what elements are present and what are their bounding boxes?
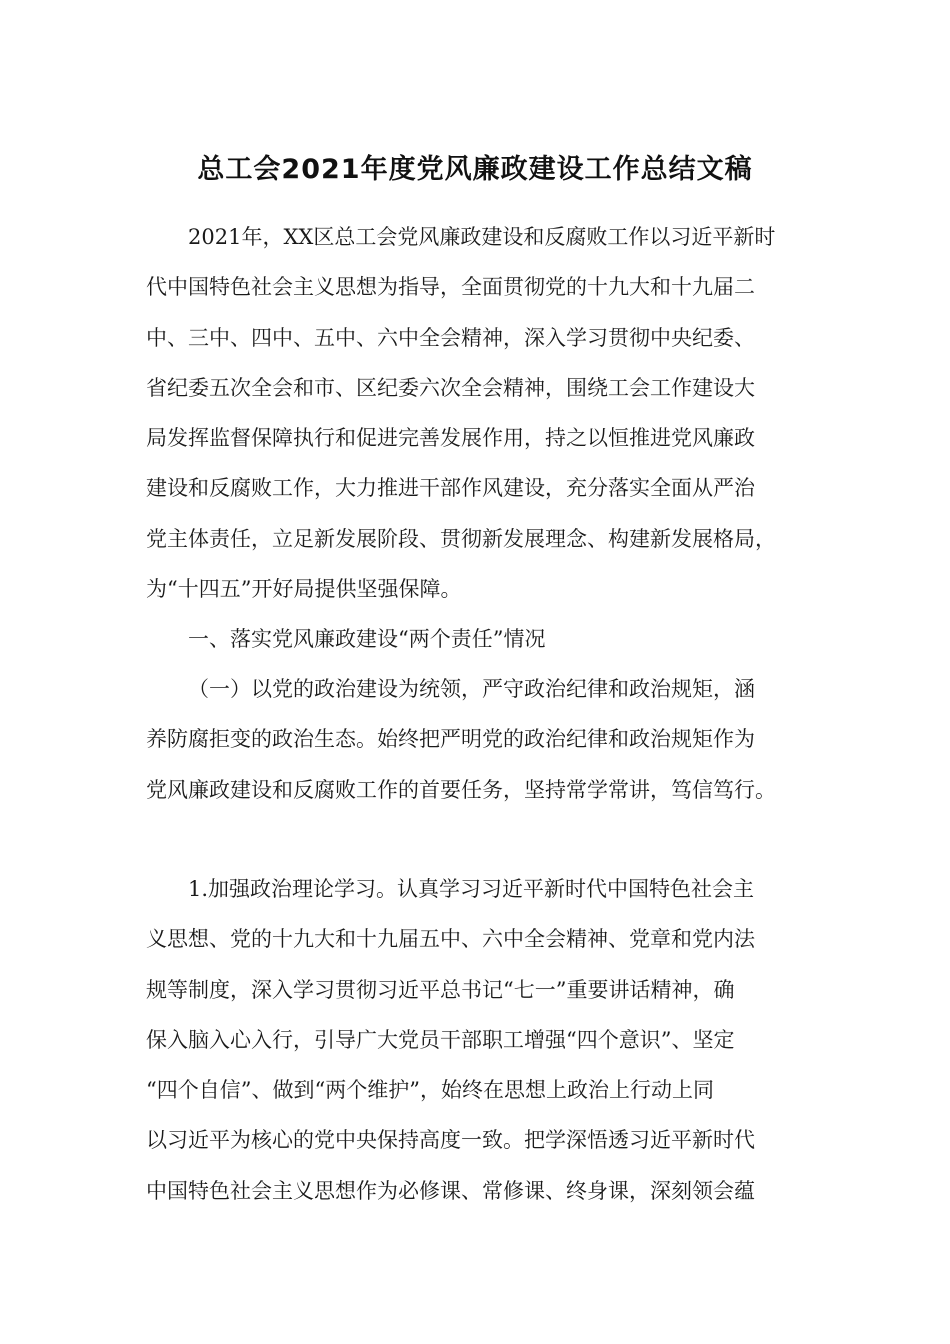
document-title: 总工会2021年度党风廉政建设工作总结文稿 bbox=[197, 154, 753, 185]
text-line: 2021年，XX区总工会党风廉政建设和反腐败工作以习近平新时 bbox=[188, 225, 776, 249]
section-heading-block bbox=[146, 614, 802, 664]
item-paragraph bbox=[146, 864, 802, 1216]
text-line: 以习近平为核心的党中央保持高度一致。把学深悟透习近平新时代 bbox=[146, 1128, 755, 1153]
text-line: 代中国特色社会主义思想为指导，全面贯彻党的十九大和十九届二 bbox=[146, 275, 755, 300]
text-line: 义思想、党的十九大和十九届五中、六中全会精神、党章和党内法 bbox=[146, 927, 755, 952]
text-line: 保入脑入心入行，引导广大党员干部职工增强“四个意识”、坚定 bbox=[146, 1027, 735, 1052]
text-line: 为“十四五”开好局提供坚强保障。 bbox=[146, 577, 462, 602]
text-line: （一）以党的政治建设为统领，严守政治纪律和政治规矩，涵 bbox=[188, 677, 755, 701]
text-line: 1.加强政治理论学习。认真学习习近平新时代中国特色社会主 bbox=[188, 877, 755, 901]
text-line: 规等制度，深入学习贯彻习近平总书记“七一”重要讲话精神，确 bbox=[146, 977, 735, 1002]
intro-paragraph bbox=[146, 212, 802, 614]
text-line: “四个自信”、做到“两个维护”，始终在思想上政治上行动上同 bbox=[146, 1078, 714, 1103]
section-heading: 一、落实党风廉政建设“两个责任”情况 bbox=[188, 627, 546, 651]
subsection-paragraph bbox=[146, 664, 802, 815]
text-line: 养防腐拒变的政治生态。始终把严明党的政治纪律和政治规矩作为 bbox=[146, 727, 755, 752]
text-line: 党风廉政建设和反腐败工作的首要任务，坚持常学常讲，笃信笃行。 bbox=[146, 777, 776, 802]
text-line: 中、三中、四中、五中、六中全会精神，深入学习贯彻中央纪委、 bbox=[146, 325, 755, 350]
text-line: 建设和反腐败工作，大力推进干部作风建设，充分落实全面从严治 bbox=[146, 476, 755, 501]
text-line: 省纪委五次全会和市、区纪委六次全会精神，围绕工会工作建设大 bbox=[146, 375, 755, 400]
text-line: 局发挥监督保障执行和促进完善发展作用，持之以恒推进党风廉政 bbox=[146, 426, 755, 451]
text-line: 党主体责任，立足新发展阶段、贯彻新发展理念、构建新发展格局， bbox=[146, 526, 776, 551]
text-line: 中国特色社会主义思想作为必修课、常修课、终身课，深刻领会蕴 bbox=[146, 1178, 755, 1203]
